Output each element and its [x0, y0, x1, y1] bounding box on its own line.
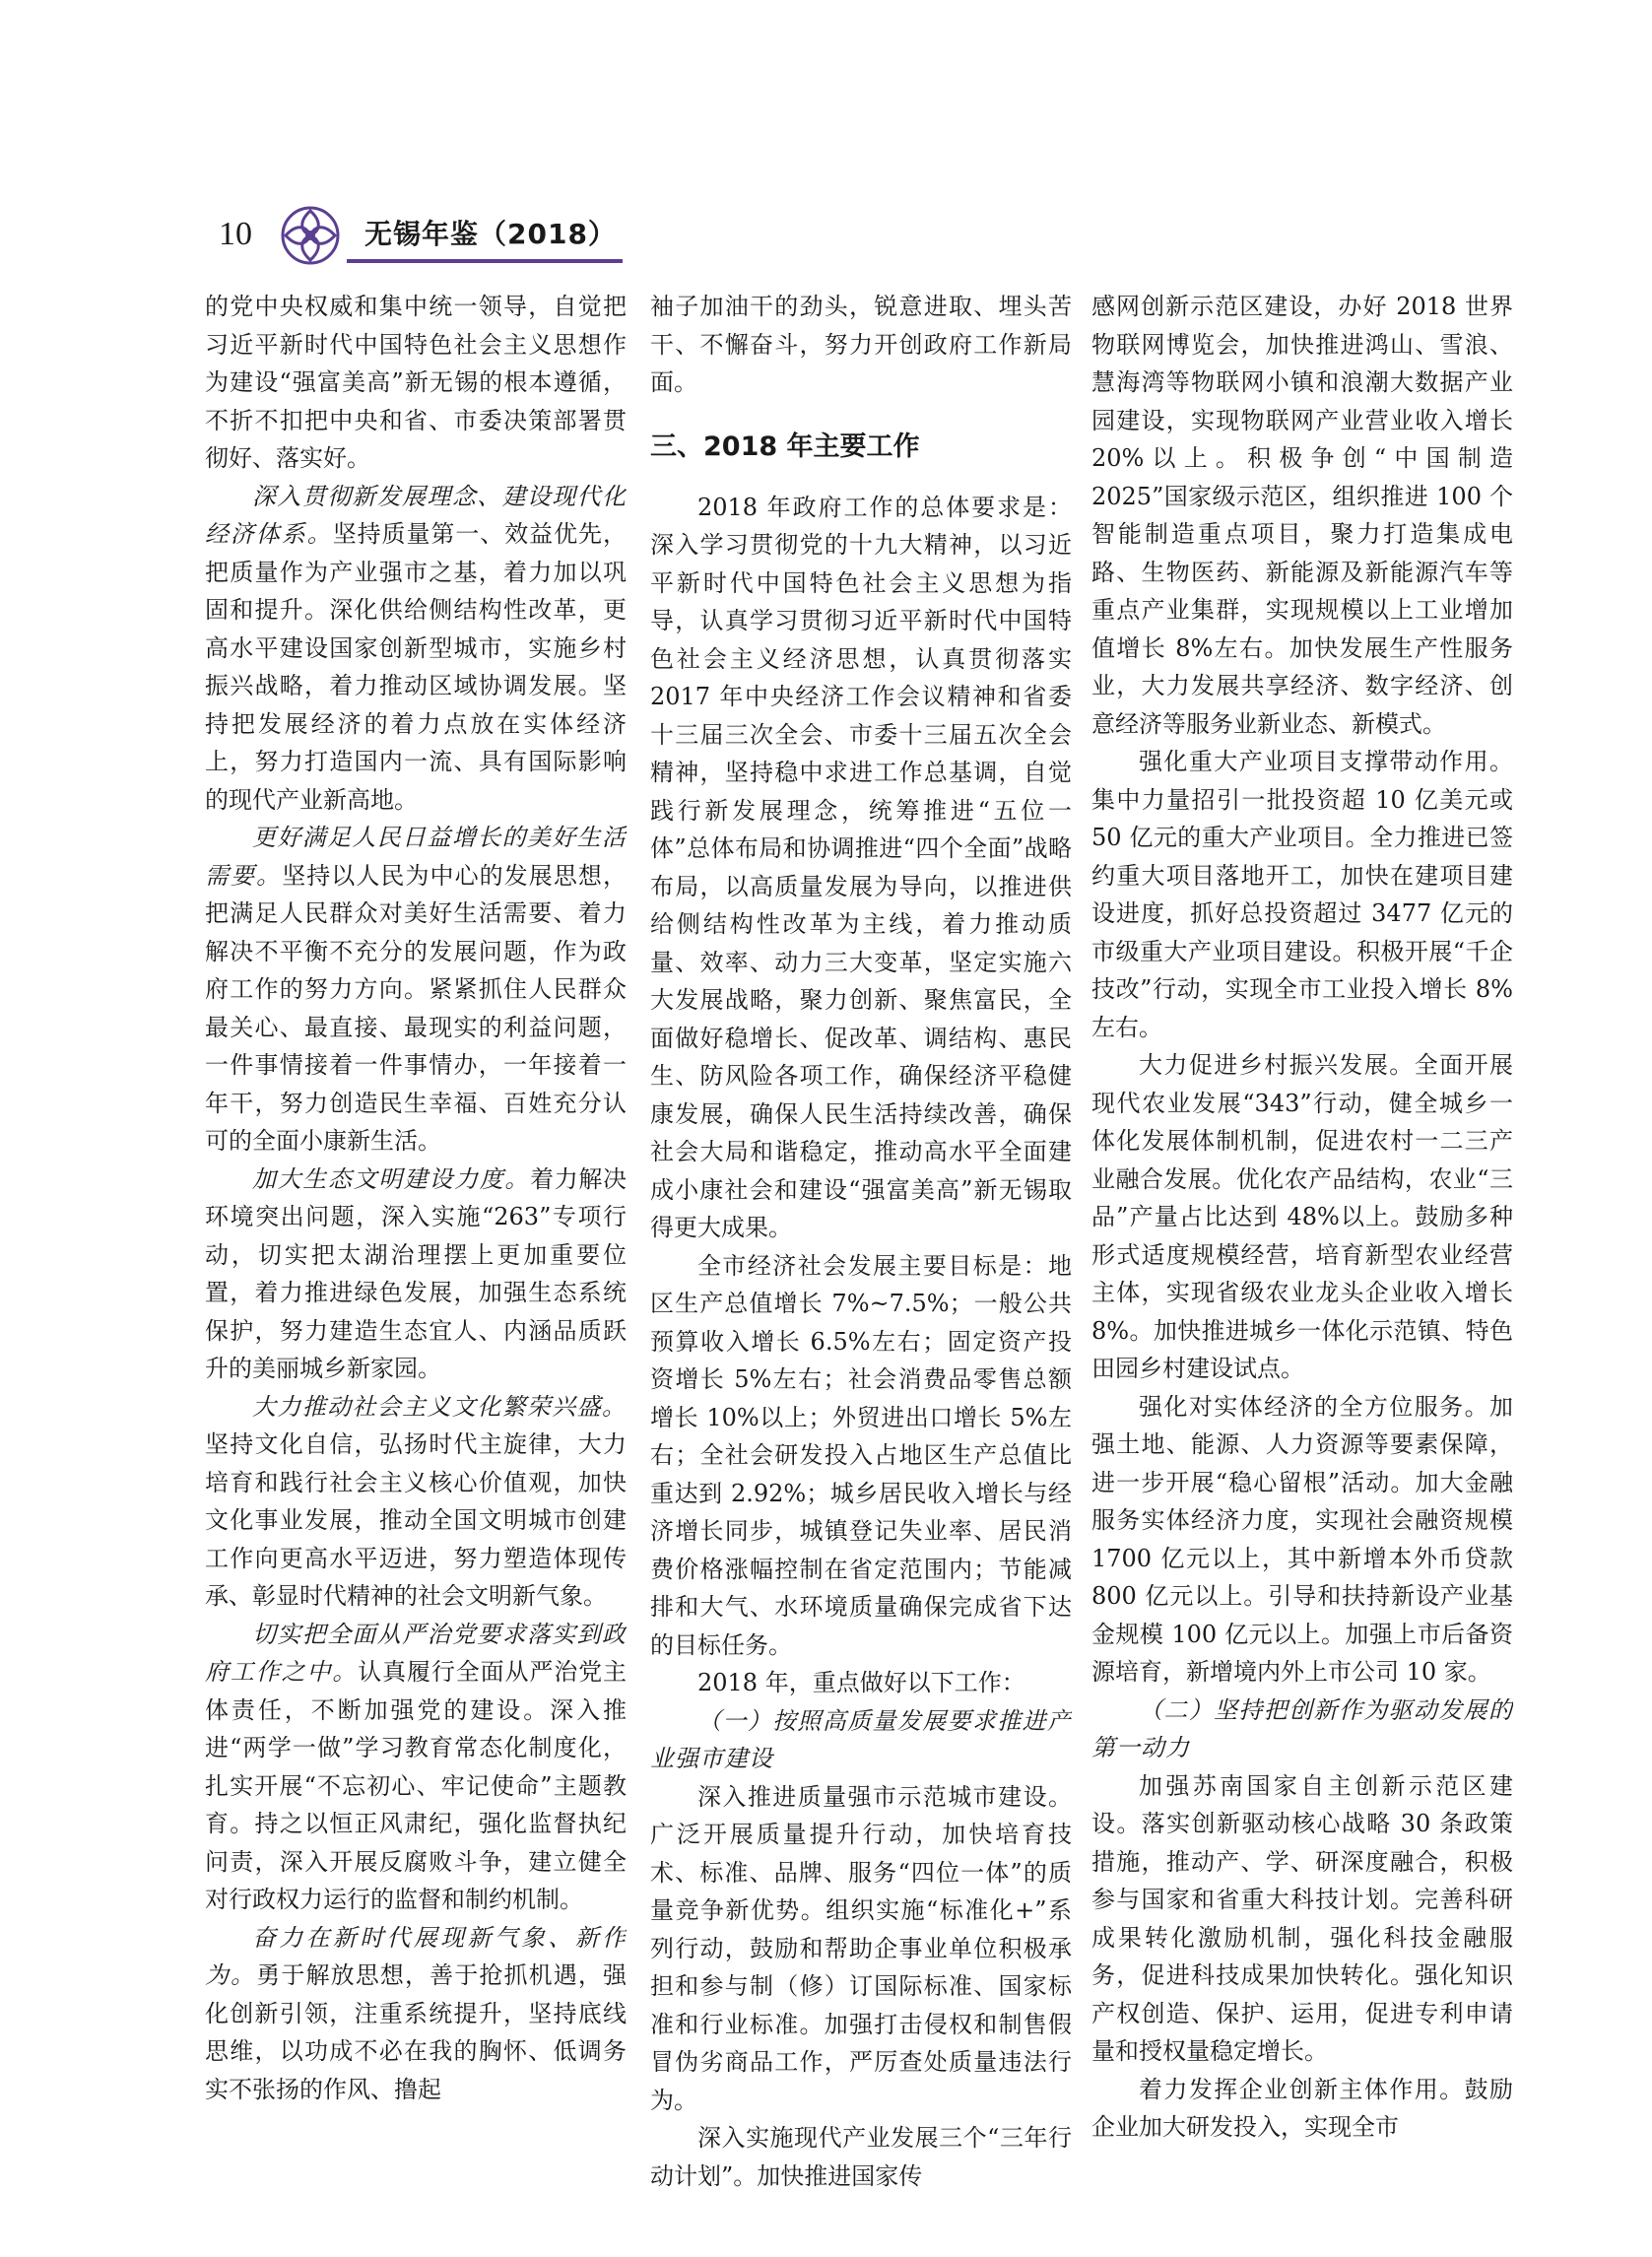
paragraph-lead: 奋力在新时代展现新气象、新作为。	[205, 1923, 627, 1989]
paragraph	[1091, 1388, 1513, 1692]
text-column-1	[205, 288, 627, 2199]
paragraph	[650, 1247, 1072, 1665]
paragraph-lead: 加大生态文明建设力度。	[252, 1164, 531, 1193]
book-title: 无锡年鉴（2018）	[364, 218, 617, 250]
paragraph-text: 加强苏南国家自主创新示范区建设。落实创新驱动核心战略 30 条政策措施，推动产、学、研深度融合，积极参与国家和省重大科技计划。完善科研成果转化激励机制，强化科技金融服务，促进科技成果加快转化。强化知识产权创造、保护、运用，促进专利申请量和授权量稳定增长。	[1091, 1771, 1513, 2065]
paragraph	[205, 1919, 627, 2109]
paragraph-text: 2018 年政府工作的总体要求是：深入学习贯彻党的十九大精神，以习近平新时代中国特色社会主义思想为指导，认真学习贯彻习近平新时代中国特色社会主义经济思想，认真贯彻落实 2017 年中央经济工作会议精神和省委十三届三次全会、市委十三届五次全会精神，坚持稳中求进工作总基调，自觉践行新发展理念，统筹推进“五位一体”总体布局和协调推进“四个全面”战略布局，以高质量发展为导向，以推进供给侧结构性改革为主线，着力推动质量、效率、动力三大变革，坚定实施六大发展战略，聚力创新、聚焦富民，全面做好稳增长、促改革、调结构、惠民生、防风险各项工作，确保经济平稳健康发展，确保人民生活持续改善，确保社会大局和谐稳定，推动高水平全面建成小康社会和建设“强富美高”新无锡取得更大成果。	[650, 493, 1072, 1241]
text-column-2	[650, 288, 1072, 2199]
paragraph-text: 勇于解放思想，善于抢抓机遇，强化创新引领，注重系统提升，坚持底线思维，以功成不必在我的胸怀、低调务实不张扬的作风、撸起	[205, 1961, 627, 2103]
paragraph	[205, 1616, 627, 1919]
paragraph-text: 深入推进质量强市示范城市建设。广泛开展质量提升行动，加快培育技术、标准、品牌、服务“四位一体”的质量竞争新优势。组织实施“标准化+”系列行动，鼓励和帮助企事业单位积极承担和参与制（修）订国际标准、国家标准和行业标准。加强打击侵权和制售假冒伪劣商品工作，严厉查处质量违法行为。	[650, 1782, 1072, 2114]
paragraph-lead: 深入贯彻新发展理念、建设现代化经济体系。	[205, 482, 627, 548]
paragraph	[650, 1702, 1072, 1778]
paragraph	[650, 1664, 1072, 1702]
paragraph-text: 坚持文化自信，弘扬时代主旋律，大力培育和践行社会主义核心价值观，加快文化事业发展，推动全国文明城市创建工作向更高水平迈进，努力塑造体现传承、彰显时代精神的社会文明新气象。	[205, 1430, 627, 1610]
paragraph	[205, 1388, 627, 1616]
paragraph-text: 2018 年，重点做好以下工作：	[697, 1669, 1025, 1696]
paragraph	[1091, 1692, 1513, 1767]
paragraph-lead: （二）坚持把创新作为驱动发展的第一动力	[1091, 1695, 1513, 1761]
paragraph	[1091, 743, 1513, 1046]
paragraph	[205, 1161, 627, 1388]
paragraph-text: 全市经济社会发展主要目标是：地区生产总值增长 7%~7.5%；一般公共预算收入增长 6.5%左右；固定资产投资增长 5%左右；社会消费品零售总额增长 10%以上；外贸进出口增长 5%左右；全社会研发投入占地区生产总值比重达到 2.92%；城乡居民收入增长与经济增长同步，城镇登记失业率、居民消费价格涨幅控制在省定范围内；节能减排和大气、水环境质量确保完成省下达的目标任务。	[650, 1251, 1072, 1659]
paragraph-text: 着力解决环境突出问题，深入实施“263”专项行动，切实把太湖治理摆上更加重要位置，着力推进绿色发展，加强生态系统保护，努力建造生态宜人、内涵品质跃升的美丽城乡新家园。	[205, 1164, 627, 1382]
paragraph-text: 深入实施现代产业发展三个“三年行动计划”。加快推进国家传	[650, 2124, 1072, 2190]
continued-paragraph	[205, 288, 627, 478]
paragraph-text: 强化重大产业项目支撑带动作用。集中力量招引一批投资超 10 亿美元或 50 亿元的重大产业项目。全力推进已签约重大项目落地开工，加快在建项目建设进度，抓好总投资超过 3477 亿元的市级重大产业项目建设。积极开展“千企技改”行动，实现全市工业投入增长 8%左右。	[1091, 748, 1513, 1041]
paragraph-text: 坚持以人民为中心的发展思想，把满足人民群众对美好生活需要、着力解决不平衡不充分的发展问题，作为政府工作的努力方向。紧紧抓住人民群众最关心、最直接、最现实的利益问题，一件事情接着一件事情办，一年接着一年干，努力创造民生幸福、百姓充分认可的全面小康新生活。	[205, 861, 627, 1155]
paragraph-lead: 更好满足人民日益增长的美好生活需要。	[205, 824, 627, 890]
paragraph-lead: 切实把全面从严治党要求落实到政府工作之中。	[205, 1620, 627, 1686]
paragraph-text: 着力发挥企业创新主体作用。鼓励企业加大研发投入，实现全市	[1091, 2075, 1513, 2141]
paragraph	[650, 2119, 1072, 2195]
paragraph	[1091, 1767, 1513, 2071]
continued-paragraph	[1091, 288, 1513, 743]
paragraph	[650, 1778, 1072, 2120]
paragraph-text: 袖子加油干的劲头，锐意进取、埋头苦干、不懈奋斗，努力开创政府工作新局面。	[650, 293, 1072, 396]
paragraph-text: 认真履行全面从严治党主体责任，不断加强党的建设。深入推进“两学一做”学习教育常态化制度化，扎实开展“不忘初心、牢记使命”主题教育。持之以恒正风肃纪，强化监督执纪问责，深入开展反腐败斗争，建立健全对行政权力运行的监督和制约机制。	[205, 1658, 627, 1913]
paragraph-text: 的党中央权威和集中统一领导，自觉把习近平新时代中国特色社会主义思想作为建设“强富美高”新无锡的根本遵循，不折不扣把中央和省、市委决策部署贯彻好、落实好。	[205, 293, 627, 472]
paragraph-text: 坚持质量第一、效益优先，把质量作为产业强市之基，着力加以巩固和提升。深化供给侧结构性改革，更高水平建设国家创新型城市，实施乡村振兴战略，着力推动区域协调发展。坚持把发展经济的着力点放在实体经济上，努力打造国内一流、具有国际影响的现代产业新高地。	[205, 520, 627, 814]
paragraph-lead: （一）按照高质量发展要求推进产业强市建设	[650, 1706, 1072, 1772]
header-rule	[347, 259, 623, 263]
text-column-3	[1091, 288, 1513, 2199]
paragraph-text: 强化对实体经济的全方位服务。加强土地、能源、人力资源等要素保障，进一步开展“稳心留根”活动。加大金融服务实体经济力度，实现社会融资规模 1700 亿元以上，其中新增本外币贷款 800 亿元以上。引导和扶持新设产业基金规模 100 亿元以上。加强上市后备资源培育，新增境内外上市公司 10 家。	[1091, 1392, 1513, 1686]
paragraph	[1091, 1046, 1513, 1388]
paragraph-text: 感网创新示范区建设，办好 2018 世界物联网博览会，加快推进鸿山、雪浪、慧海湾等物联网小镇和浪潮大数据产业园建设，实现物联网产业营业收入增长 20%以上。积极争创“中国制造 2025”国家级示范区，组织推进 100 个智能制造重点项目，聚力打造集成电路、生物医药、新能源及新能源汽车等重点产业集群，实现规模以上工业增加值增长 8%左右。加快发展生产性服务业，大力发展共享经济、数字经济、创意经济等服务业新业态、新模式。	[1091, 293, 1513, 738]
page-number: 10	[219, 216, 252, 252]
paragraph	[205, 478, 627, 820]
paragraph-lead: 大力推动社会主义文化繁荣兴盛。	[252, 1392, 627, 1421]
yearbook-emblem-icon	[278, 203, 343, 268]
paragraph	[205, 819, 627, 1161]
section-heading: 三、2018 年主要工作	[650, 431, 920, 462]
paragraph-text: 大力促进乡村振兴发展。全面开展现代农业发展“343”行动，健全城乡一体化发展体制机制，促进农村一二三产业融合发展。优化农产品结构，农业“三品”产量占比达到 48%以上。鼓励多种形式适度规模经营，培育新型农业经营主体，实现省级农业龙头企业收入增长 8%。加快推进城乡一体化示范镇、特色田园乡村建设试点。	[1091, 1051, 1513, 1382]
paragraph	[650, 489, 1072, 1247]
continued-paragraph	[650, 288, 1072, 402]
paragraph	[1091, 2071, 1513, 2147]
